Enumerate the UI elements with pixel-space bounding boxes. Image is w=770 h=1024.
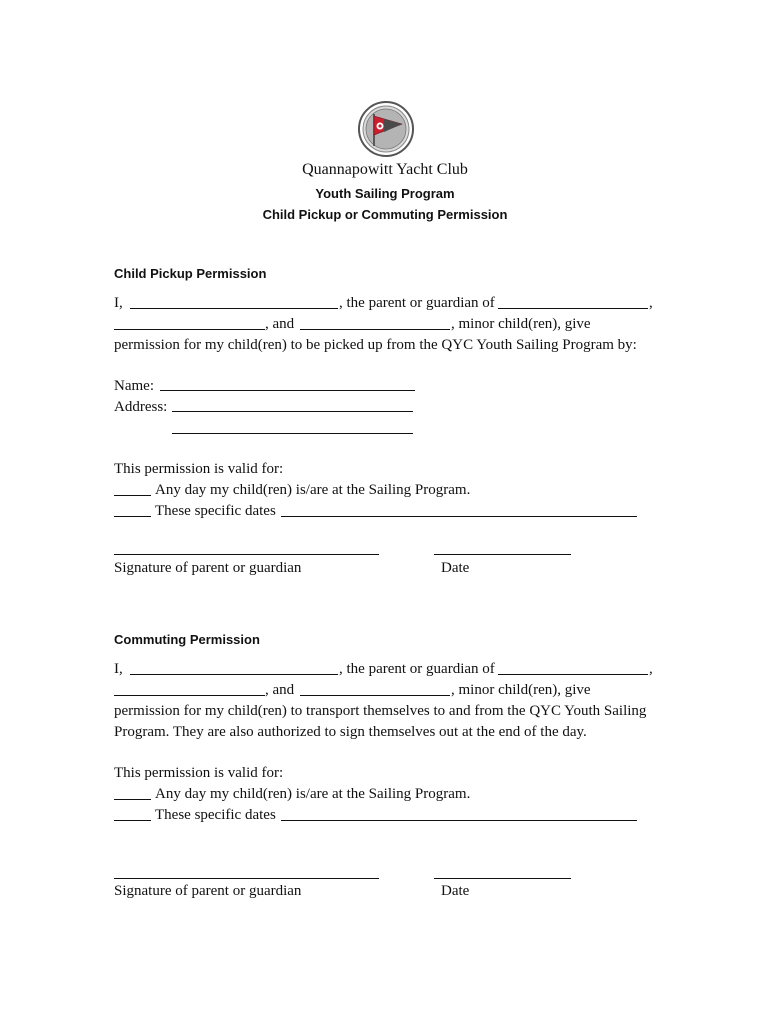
commuting-heading: Commuting Permission — [114, 632, 260, 647]
pickup-line1-mid: , the parent or guardian of — [339, 295, 495, 311]
form-title: Child Pickup or Commuting Permission — [262, 207, 508, 222]
pickup-section — [0, 266, 770, 586]
commuting-date-field[interactable] — [434, 878, 571, 879]
commuting-valid-label: This permission is valid for: — [114, 765, 284, 781]
commuting-line3: permission for my child(ren) to transport themselves to and from the QYC Youth Sailing — [114, 703, 647, 719]
commuting-section — [0, 632, 770, 952]
club-burgee-logo — [357, 100, 415, 158]
club-name: Quannapowitt Yacht Club — [302, 161, 468, 178]
pickup-child3-field[interactable] — [300, 329, 450, 330]
commuting-signature-field[interactable] — [114, 878, 379, 879]
pickup-any-day-check[interactable] — [114, 495, 151, 496]
commuting-signature-label: Signature of parent or guardian — [114, 883, 302, 899]
pickup-child2-field[interactable] — [114, 329, 265, 330]
pickup-name-label: Name: — [114, 378, 154, 394]
pickup-any-day-text: Any day my child(ren) is/are at the Sailing Program. — [155, 482, 471, 498]
pickup-line1-end: , — [649, 295, 653, 311]
pickup-line2-end: , minor child(ren), give — [451, 316, 591, 332]
pickup-specific-dates-text: These specific dates — [155, 503, 276, 519]
pickup-address-field-1[interactable] — [172, 411, 413, 412]
commuting-line1-prefix: I, — [114, 661, 123, 677]
commuting-line4: Program. They are also authorized to sign themselves out at the end of the day. — [114, 724, 587, 740]
commuting-specific-dates-check[interactable] — [114, 820, 151, 821]
program-title: Youth Sailing Program — [315, 186, 455, 201]
pickup-specific-dates-check[interactable] — [114, 516, 151, 517]
pickup-heading: Child Pickup Permission — [114, 266, 267, 281]
pickup-specific-dates-field[interactable] — [281, 516, 637, 517]
commuting-line1-end: , — [649, 661, 653, 677]
commuting-child1-field[interactable] — [498, 674, 648, 675]
pickup-address-label: Address: — [114, 399, 168, 415]
pickup-signature-field[interactable] — [114, 554, 379, 555]
commuting-line1-mid: , the parent or guardian of — [339, 661, 495, 677]
commuting-line2-end: , minor child(ren), give — [451, 682, 591, 698]
pickup-line2-mid: , and — [265, 316, 295, 332]
commuting-any-day-text: Any day my child(ren) is/are at the Sailing Program. — [155, 786, 471, 802]
pickup-signature-label: Signature of parent or guardian — [114, 560, 302, 576]
pickup-line1-prefix: I, — [114, 295, 123, 311]
commuting-line2-mid: , and — [265, 682, 295, 698]
commuting-specific-dates-field[interactable] — [281, 820, 637, 821]
pickup-parent-name-field[interactable] — [130, 308, 338, 309]
pickup-valid-label: This permission is valid for: — [114, 461, 284, 477]
commuting-any-day-check[interactable] — [114, 799, 151, 800]
commuting-date-label: Date — [441, 883, 470, 899]
commuting-specific-dates-text: These specific dates — [155, 807, 276, 823]
pickup-name-field[interactable] — [160, 390, 415, 391]
commuting-child3-field[interactable] — [300, 695, 450, 696]
pickup-line3: permission for my child(ren) to be picked up from the QYC Youth Sailing Program by: — [114, 337, 637, 353]
pickup-address-field-2[interactable] — [172, 433, 413, 434]
commuting-child2-field[interactable] — [114, 695, 265, 696]
pickup-child1-field[interactable] — [498, 308, 648, 309]
pickup-date-field[interactable] — [434, 554, 571, 555]
commuting-parent-name-field[interactable] — [130, 674, 338, 675]
pickup-date-label: Date — [441, 560, 470, 576]
